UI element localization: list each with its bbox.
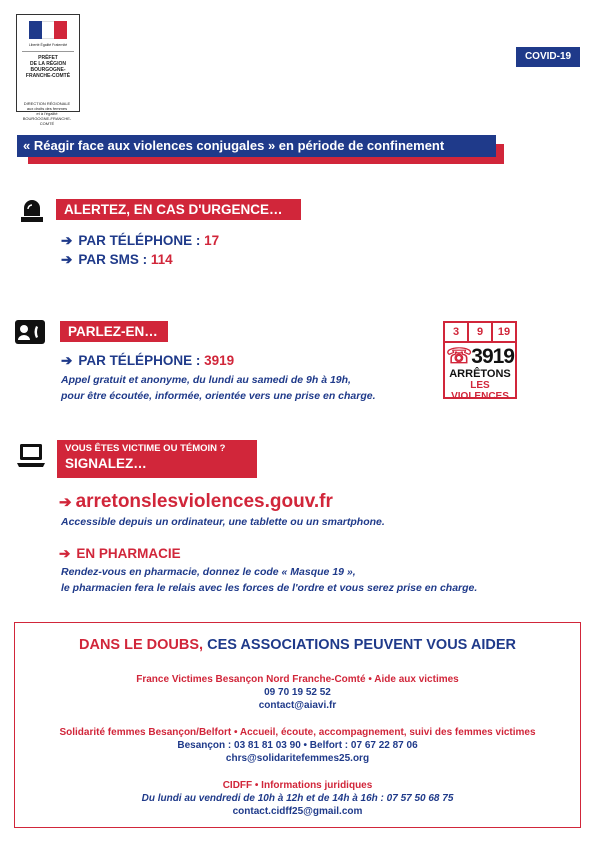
talk-description-1: Appel gratuit et anonyme, du lundi au samedi de 9h à 19h,	[61, 374, 351, 386]
association-name: France Victimes Besançon Nord Franche-Comté • Aide aux victimes	[136, 674, 459, 685]
talk-description-2: pour être écoutée, informée, orientée vers une prise en charge.	[61, 390, 376, 402]
report-small-heading: VOUS ÊTES VICTIME OU TÉMOIN ?	[65, 443, 226, 454]
alert-phone-number[interactable]: 17	[204, 233, 220, 248]
talk-heading: PARLEZ-EN…	[60, 321, 168, 342]
report-website-link[interactable]: arretonslesviolences.gouv.fr	[75, 491, 333, 512]
talk-phone-line	[61, 353, 234, 369]
arrow-right-icon: ➔	[61, 233, 73, 248]
page-title: « Réagir face aux violences conjugales » en période de confinement	[17, 135, 496, 157]
prefecture-logo	[16, 14, 80, 112]
logo-prefecture-name: PRÉFET DE LA RÉGION BOURGOGNE- FRANCHE-COMTÉ	[25, 55, 71, 79]
report-website-line	[59, 491, 333, 513]
badge-digit: 3	[445, 323, 469, 341]
associations-box	[14, 622, 581, 828]
association-phone[interactable]: 09 70 19 52 52	[264, 687, 331, 698]
report-website-description: Accessible depuis un ordinateur, une tablette ou un smartphone.	[61, 516, 385, 528]
pharmacy-title-line	[59, 546, 181, 562]
badge-line-1: ARRÊTONS	[449, 368, 511, 380]
associations-title: DANS LE DOUBS, CES ASSOCIATIONS PEUVENT VOUS AIDER	[79, 637, 516, 653]
association-email[interactable]: chrs@solidaritefemmes25.org	[225, 753, 370, 764]
association-email[interactable]: contact@aiavi.fr	[258, 700, 337, 711]
french-flag-icon	[29, 21, 67, 39]
alert-phone-line	[61, 233, 219, 249]
badge-line-2: LES VIOLENCES	[451, 380, 509, 402]
alert-sms-line	[61, 252, 173, 268]
badge-digit: 9	[469, 323, 493, 341]
report-heading-box	[57, 440, 257, 478]
alert-sms-label: PAR SMS :	[78, 252, 151, 267]
association-name: Solidarité femmes Besançon/Belfort • Accueil, écoute, accompagnement, suivi des femmes victimes	[59, 727, 536, 738]
arrow-right-icon: ➔	[61, 353, 73, 368]
laptop-icon	[16, 442, 46, 470]
3919-badge	[443, 321, 517, 402]
logo-motto: Liberté Égalité Fraternité	[28, 43, 68, 47]
report-heading: SIGNALEZ…	[65, 456, 147, 471]
talk-phone-label: PAR TÉLÉPHONE :	[78, 353, 205, 368]
alert-phone-label: PAR TÉLÉPHONE :	[78, 233, 205, 248]
arrow-right-icon: ➔	[59, 546, 71, 561]
pharmacy-description-2: le pharmacien fera le relais avec les forces de l'ordre et vous serez prise en charge.	[61, 582, 478, 594]
arrow-right-icon: ➔	[61, 252, 73, 267]
siren-icon	[18, 196, 46, 224]
arrow-right-icon: ➔	[59, 494, 72, 511]
talk-phone-number[interactable]: 3919	[204, 353, 235, 368]
association-email[interactable]: contact.cidff25@gmail.com	[232, 806, 363, 817]
logo-department: DIRECTION RÉGIONALE aux droits des femmes et à l'égalité BOURGOGNE-FRANCHE-COMTÉ	[22, 101, 72, 126]
pharmacy-title: EN PHARMACIE	[76, 546, 181, 561]
phone-contact-icon	[14, 319, 46, 345]
association-name: CIDFF • Informations juridiques	[222, 780, 373, 791]
badge-number: 3919	[471, 345, 514, 368]
association-phone[interactable]: Besançon : 03 81 81 03 90 • Belfort : 07 67 22 87 06	[177, 740, 418, 751]
association-phone[interactable]: Du lundi au vendredi de 10h à 12h et de 14h à 16h : 07 57 50 68 75	[141, 793, 454, 804]
logo-divider	[22, 51, 74, 52]
badge-digit: 19	[497, 326, 511, 338]
alert-heading: ALERTEZ, EN CAS D'URGENCE…	[56, 199, 301, 220]
phone-handset-icon: ☏	[446, 345, 472, 368]
pharmacy-description-1: Rendez-vous en pharmacie, donnez le code « Masque 19 »,	[61, 566, 356, 578]
covid-badge: COVID-19	[516, 47, 580, 67]
alert-sms-number[interactable]: 114	[150, 252, 173, 267]
